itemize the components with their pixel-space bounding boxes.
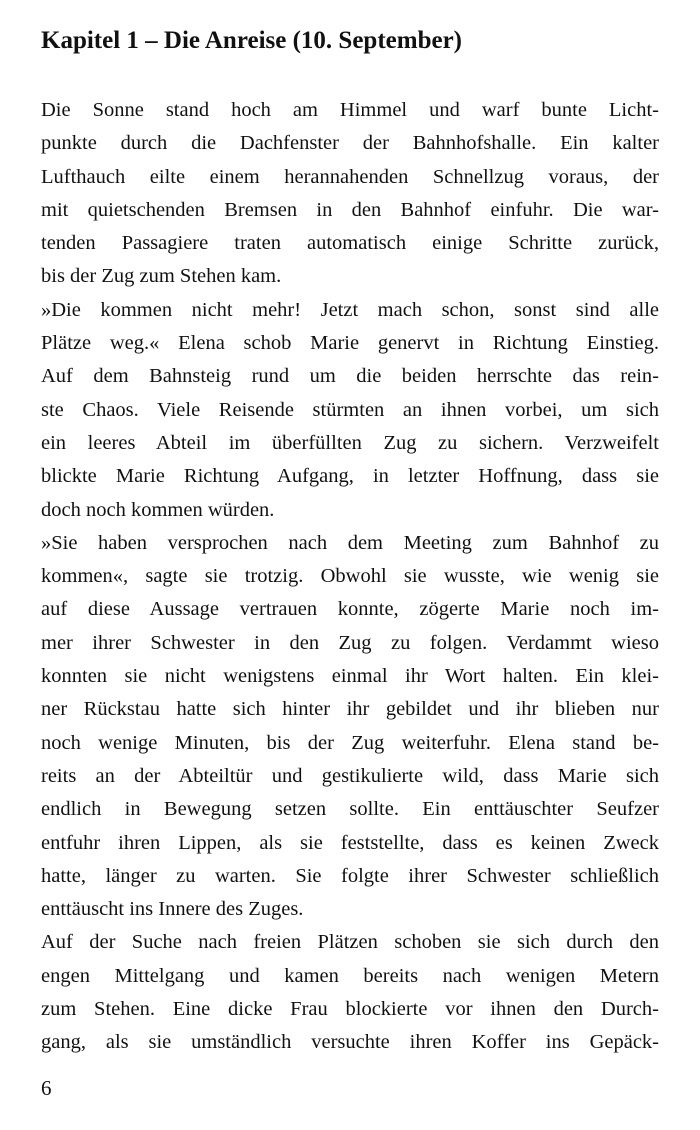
text-line: Die Sonne stand hoch am Himmel und warf bunte Licht-	[41, 99, 659, 121]
text-line: ste Chaos. Viele Reisende stürmten an ihnen vorbei, um sich	[41, 398, 659, 421]
body-text	[41, 94, 659, 1060]
text-line: zum Stehen. Eine dicke Frau blockierte vor ihnen den Durch-	[41, 998, 659, 1021]
text-line: doch noch kommen würden.	[41, 498, 275, 521]
text-line: bis der Zug zum Stehen kam.	[41, 265, 282, 288]
text-line: noch wenige Minuten, bis der Zug weiterfuhr. Elena stand be-	[41, 731, 659, 754]
text-line: mer ihrer Schwester in den Zug zu folgen. Verdammt wieso	[41, 631, 659, 654]
text-line: Plätze weg.« Elena schob Marie genervt in Richtung Einstieg.	[41, 332, 659, 355]
chapter-title: Kapitel 1 – Die Anreise (10. September)	[41, 27, 462, 54]
text-line: Lufthauch eilte einem herannahenden Schnellzug voraus, der	[41, 165, 659, 188]
text-line: auf diese Aussage vertrauen konnte, zögerte Marie noch im-	[41, 598, 659, 621]
text-line: reits an der Abteiltür und gestikulierte wild, dass Marie sich	[41, 764, 659, 787]
text-line: Auf der Suche nach freien Plätzen schoben sie sich durch den	[41, 931, 659, 954]
text-line: tenden Passagiere traten automatisch einige Schritte zurück,	[41, 232, 659, 255]
text-line: »Die kommen nicht mehr! Jetzt mach schon, sonst sind alle	[41, 298, 659, 321]
text-line: konnten sie nicht wenigstens einmal ihr Wort halten. Ein klei-	[41, 665, 659, 688]
text-line: blickte Marie Richtung Aufgang, in letzter Hoffnung, dass sie	[41, 465, 659, 488]
text-line: hatte, länger zu warten. Sie folgte ihrer Schwester schließlich	[41, 864, 659, 887]
text-line: punkte durch die Dachfenster der Bahnhofshalle. Ein kalter	[41, 132, 659, 155]
text-line: kommen«, sagte sie trotzig. Obwohl sie wusste, wie wenig sie	[41, 565, 659, 588]
text-line: endlich in Bewegung setzen sollte. Ein enttäuschter Seufzer	[41, 798, 659, 821]
text-line: ner Rückstau hatte sich hinter ihr gebildet und ihr blieben nur	[41, 698, 659, 721]
text-line: engen Mittelgang und kamen bereits nach wenigen Metern	[41, 964, 659, 987]
text-line: entfuhr ihren Lippen, als sie feststellte, dass es keinen Zweck	[41, 831, 659, 854]
text-line: mit quietschenden Bremsen in den Bahnhof einfuhr. Die war-	[41, 198, 659, 221]
text-line: ein leeres Abteil im überfüllten Zug zu sichern. Verzweifelt	[41, 431, 659, 454]
text-line: Auf dem Bahnsteig rund um die beiden herrschte das rein-	[41, 365, 659, 388]
text-line: enttäuscht ins Innere des Zuges.	[41, 898, 304, 921]
page-number: 6	[41, 1076, 52, 1100]
text-line: »Sie haben versprochen nach dem Meeting zum Bahnhof zu	[41, 531, 659, 554]
text-line: gang, als sie umständlich versuchte ihren Koffer ins Gepäck-	[41, 1031, 659, 1054]
